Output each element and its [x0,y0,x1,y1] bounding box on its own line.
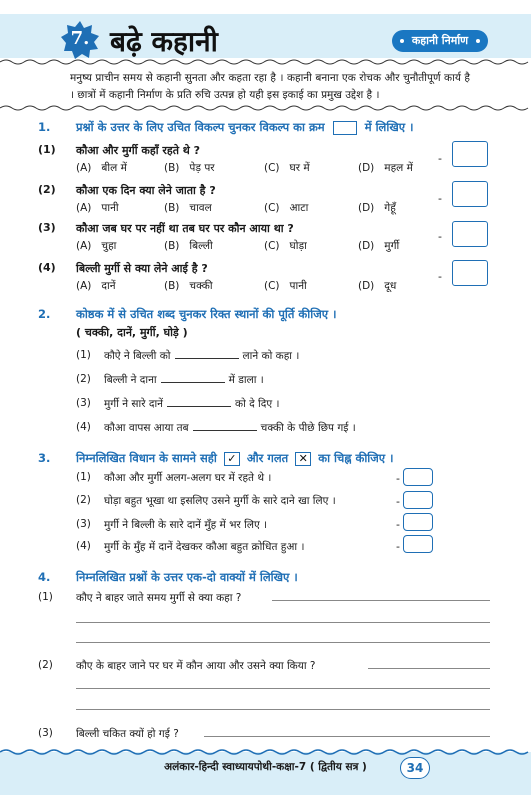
item-number: (2) [76,494,91,506]
topic-tag-label: कहानी निर्माण [411,34,469,47]
answer-box-2[interactable] [452,181,488,207]
wave-divider-bottom [0,104,531,112]
mcq-options [76,201,456,215]
answer-line[interactable] [76,642,490,643]
item-text: मुर्गी के मुँह में दानें देखकर कौआ बहुत क्रोधित हुआ । [104,541,305,553]
instruction-part: निम्नलिखित विधान के सामने सही [76,451,217,465]
item-text: मुर्गी ने सारे दानें को दे दिए । [104,398,280,410]
dash: - [438,270,442,283]
question-number: (1) [38,591,53,603]
option-b[interactable]: (B) बिल्ली [164,240,213,252]
word-bank: ( चक्की, दानें, मुर्गी, घोड़े ) [76,326,188,339]
item-number: (1) [76,349,91,361]
tf-answer-box[interactable] [403,491,433,509]
question-text: कौए ने बाहर जाते समय मुर्गी से क्या कहा ? [76,592,242,604]
intro-paragraph: मनुष्य प्राचीन समय से कहानी सुनता और कहता रहा है । कहानी बनाना एक रोचक और चुनौतीपूर्ण कार्य है । छात्रों में कहानी निर्माण के प्रति रुचि उत्पन्न हो यही इस इकाई का प्रमुख उद्देश है । [70,72,470,101]
question-number: (3) [38,221,56,234]
section-number: 2. [38,307,51,321]
item-number: (4) [76,421,91,433]
item-number: (1) [76,471,91,483]
option-c[interactable]: (C) घोड़ा [264,240,307,252]
option-c[interactable]: (C) घर में [264,162,310,174]
answer-line[interactable] [204,736,490,737]
item-number: (3) [76,397,91,409]
mcq-question [38,221,438,235]
section-number: 1. [38,120,51,134]
fill-blank-item [76,349,456,363]
long-question [38,659,368,673]
item-text: कौआ वापस आया तब चक्की के पीछे छिप गई । [104,422,356,434]
question-text: कौए के बाहर जाने पर घर में कौन आया और उसने क्या किया ? [76,660,316,672]
topic-tag [392,30,488,52]
answer-box-4[interactable] [452,260,488,286]
section-number: 3. [38,451,51,465]
section-instruction: कोष्ठक में से उचित शब्द चुनकर रिक्त स्थानों की पूर्ति कीजिए । [76,307,337,321]
item-text: कौऐ ने बिल्ली को लाने को कहा । [104,350,300,362]
section-4-heading [38,570,498,586]
chapter-badge [60,20,100,60]
dot-icon [400,39,404,43]
question-number: (1) [38,143,56,156]
cross-icon: ✕ [295,452,311,466]
option-c[interactable]: (C) पानी [264,280,307,292]
mcq-question [38,143,438,157]
chapter-number: 7. [70,28,90,49]
footer-text: अलंकार-हिन्दी स्वाध्यायपोथी-कक्षा-7 ( द्वितीय सत्र ) [164,761,367,773]
page-number: 34 [400,757,430,779]
section-number: 4. [38,570,51,584]
question-text: कौआ एक दिन क्या लेने जाता है ? [76,184,216,197]
mcq-question [38,261,438,275]
section-instruction [76,120,413,135]
mcq-options [76,239,456,253]
true-false-item [76,471,406,485]
dash: - [438,192,442,205]
option-d[interactable]: (D) मुर्गी [358,240,400,252]
fill-blank-item [76,373,456,387]
tick-icon: ✓ [224,452,240,466]
option-d[interactable]: (D) महल में [358,162,413,174]
question-number: (2) [38,183,56,196]
true-false-item [76,540,406,554]
fill-blank-item [76,397,456,411]
question-text: बिल्ली चकित क्यों हो गई ? [76,728,179,740]
dash: - [396,540,400,553]
dash: - [396,472,400,485]
question-text: कौआ और मुर्गी कहाँ रहते थे ? [76,144,201,157]
true-false-item [76,494,406,508]
item-text: मुर्गी ने बिल्ली के सारे दानें मुँह में भर लिए । [104,519,268,531]
option-b[interactable]: (B) चक्की [164,280,213,292]
blank-field[interactable] [167,399,231,407]
instruction-part: में लिखिए । [364,120,414,134]
answer-key-box [333,121,357,135]
tf-answer-box[interactable] [403,468,433,486]
section-2-heading [38,307,498,323]
instruction-part: का चिह्न कीजिए । [318,451,394,465]
page-header [0,0,531,62]
section-instruction [76,451,394,466]
footer-wave [0,748,531,756]
dash: - [396,495,400,508]
question-text: बिल्ली मुर्गी से क्या लेने आई है ? [76,262,208,275]
long-question [38,727,218,741]
fill-blank-item [76,421,476,435]
blank-field[interactable] [193,423,257,431]
section-3-heading [38,451,508,467]
blank-field[interactable] [175,351,239,359]
item-number: (2) [76,373,91,385]
dash: - [438,230,442,243]
option-d[interactable]: (D) दूध [358,280,397,292]
option-a[interactable]: (A) दानें [76,280,116,292]
option-d[interactable]: (D) गेहूँ [358,202,396,214]
instruction-part: और गलत [246,451,289,465]
instruction-part: प्रश्नों के उत्तर के लिए उचित विकल्प चुनकर विकल्प का क्रम [76,120,325,134]
long-question [38,591,278,605]
answer-line[interactable] [76,709,490,710]
answer-box-3[interactable] [452,221,488,247]
item-number: (3) [76,518,91,530]
question-number: (3) [38,727,53,739]
option-a[interactable]: (A) पानी [76,202,119,214]
question-number: (2) [38,659,53,671]
true-false-item [76,518,406,532]
item-text: घोड़ा बहुत भूखा था इसलिए उसने मुर्गी के सारे दाने खा लिए । [104,495,336,507]
tf-answer-box[interactable] [403,535,433,553]
wave-divider-top [0,58,531,66]
section-instruction: निम्नलिखित प्रश्नों के उत्तर एक-दो वाक्यों में लिखिए । [76,570,298,584]
option-a[interactable]: (A) चुहा [76,240,117,252]
section-1-heading [38,120,498,136]
option-b[interactable]: (B) पेड़ पर [164,162,215,174]
option-b[interactable]: (B) चावल [164,202,212,214]
mcq-question [38,183,438,197]
tf-answer-box[interactable] [403,513,433,531]
dash: - [396,518,400,531]
answer-line[interactable] [76,688,490,689]
item-number: (4) [76,540,91,552]
item-text: कौआ और मुर्गी अलग-अलग घर में रहते थे । [104,472,272,484]
answer-line[interactable] [272,600,490,601]
question-number: (4) [38,261,56,274]
dot-icon [476,39,480,43]
answer-box-1[interactable] [452,141,488,167]
option-c[interactable]: (C) आटा [264,202,309,214]
blank-field[interactable] [161,375,225,383]
answer-line[interactable] [368,668,490,669]
item-text: बिल्ली ने दाना में डाला । [104,374,264,386]
option-a[interactable]: (A) बील में [76,162,127,174]
mcq-options [76,279,456,293]
answer-line[interactable] [76,622,490,623]
question-text: कौआ जब घर पर नहीं था तब घर पर कौन आया था ? [76,222,294,235]
page-title: बढ़े कहानी [110,25,218,58]
mcq-options [76,161,456,175]
dash: - [438,152,442,165]
